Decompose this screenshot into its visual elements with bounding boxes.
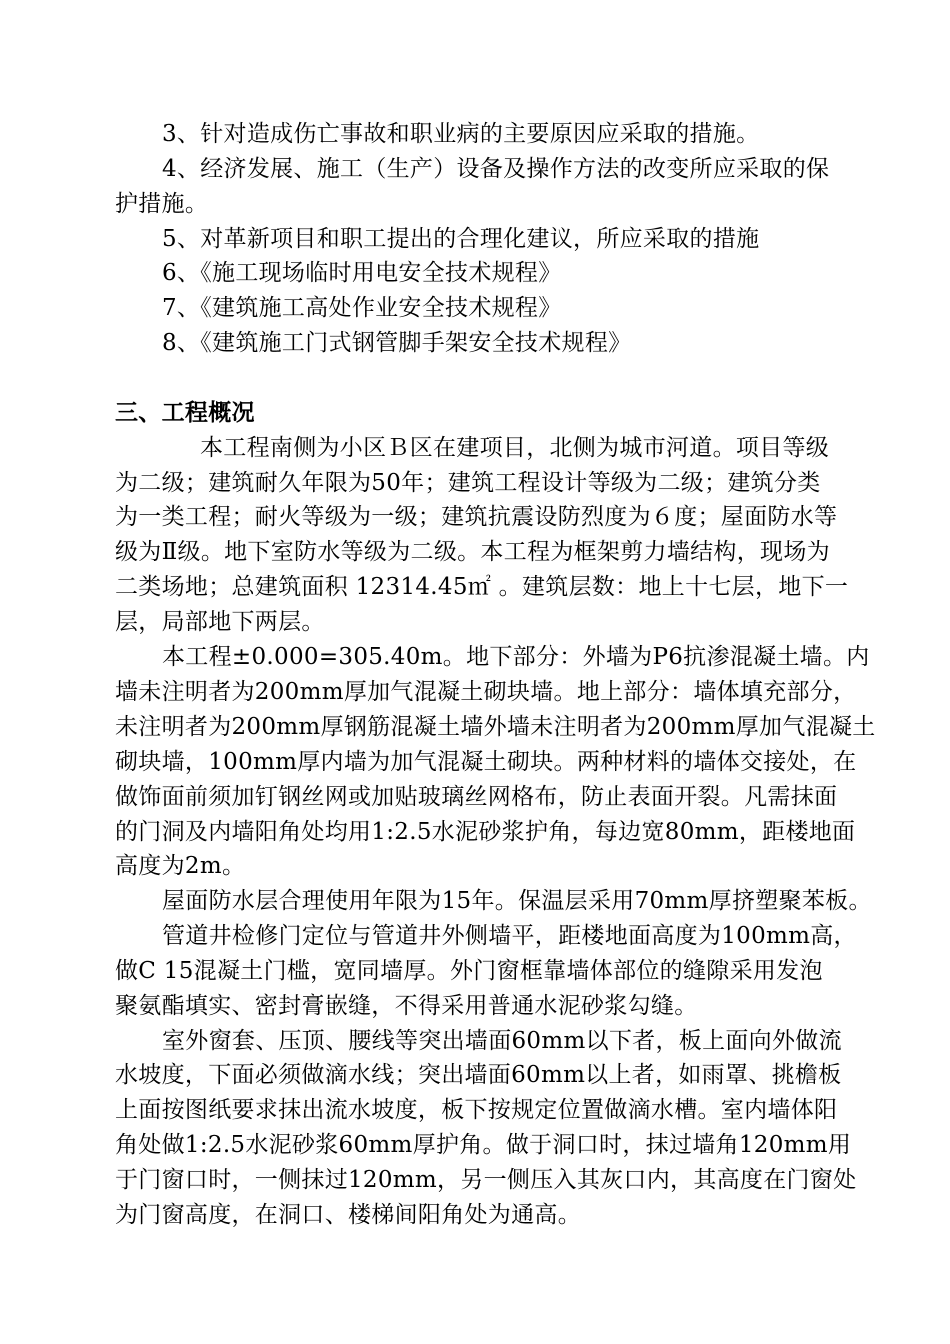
list-item-4-line-2: 护措施。 <box>115 191 209 217</box>
paragraph-2-line: 高度为2m。 <box>115 853 246 879</box>
section-title: 三、工程概况 <box>115 400 255 426</box>
paragraph-5-line: 角处做1:2.5水泥砂浆60mm厚护角。做于洞口时，抹过墙角120mm用 <box>115 1132 852 1158</box>
list-item-8: 8、《建筑施工门式钢管脚手架安全技术规程》 <box>162 330 632 356</box>
list-item-5: 5、对革新项目和职工提出的合理化建议，所应采取的措施 <box>162 226 760 252</box>
paragraph-1-line: 二类场地；总建筑面积 12314.45㎡ 。建筑层数：地上十七层，地下一 <box>115 574 849 600</box>
paragraph-4-line: 管道井检修门定位与管道井外侧墙平，距楼地面高度为100mm高， <box>162 923 857 949</box>
paragraph-2-line: 本工程±0.000=305.40m。地下部分：外墙为P6抗渗混凝土墙。内 <box>162 644 870 670</box>
list-item-7: 7、《建筑施工高处作业安全技术规程》 <box>162 295 562 321</box>
list-item-3: 3、针对造成伤亡事故和职业病的主要原因应采取的措施。 <box>162 121 760 147</box>
paragraph-1-line: 层，局部地下两层。 <box>115 609 325 635</box>
paragraph-3-line: 屋面防水层合理使用年限为15年。保温层采用70mm厚挤塑聚苯板。 <box>162 888 872 914</box>
paragraph-5-line: 室外窗套、压顶、腰线等突出墙面60mm以下者，板上面向外做流 <box>162 1028 842 1054</box>
paragraph-1-line: 为二级；建筑耐久年限为50年；建筑工程设计等级为二级；建筑分类 <box>115 470 821 496</box>
list-item-6: 6、《施工现场临时用电安全技术规程》 <box>162 260 562 286</box>
paragraph-1-line: 级为Ⅱ级。地下室防水等级为二级。本工程为框架剪力墙结构，现场为 <box>115 539 830 565</box>
list-item-4-line-1: 4、经济发展、施工（生产）设备及操作方法的改变所应采取的保 <box>162 156 830 182</box>
paragraph-4-line: 聚氨酯填实、密封膏嵌缝，不得采用普通水泥砂浆勾缝。 <box>115 993 698 1019</box>
paragraph-2-line: 做饰面前须加钉钢丝网或加贴玻璃丝网格布，防止表面开裂。凡需抹面 <box>115 784 838 810</box>
paragraph-5-line: 水坡度，下面必须做滴水线；突出墙面60mm以上者，如雨罩、挑檐板 <box>115 1062 842 1088</box>
paragraph-4-line: 做C 15混凝土门槛，宽同墙厚。外门窗框靠墙体部位的缝隙采用发泡 <box>115 958 823 984</box>
paragraph-2-line: 未注明者为200mm厚钢筋混凝土墙外墙未注明者为200mm厚加气混凝土 <box>115 714 876 740</box>
paragraph-2-line: 墙未注明者为200mm厚加气混凝土砌块墙。地上部分：墙体填充部分， <box>115 679 857 705</box>
paragraph-5-line: 上面按图纸要求抹出流水坡度，板下按规定位置做滴水槽。室内墙体阳 <box>115 1097 838 1123</box>
paragraph-1-line: 为一类工程；耐火等级为一级；建筑抗震设防烈度为６度；屋面防水等 <box>115 504 838 530</box>
paragraph-5-line: 于门窗口时，一侧抹过120mm，另一侧压入其灰口内，其高度在门窗处 <box>115 1167 857 1193</box>
paragraph-2-line: 砌块墙，100mm厚内墙为加气混凝土砌块。两种材料的墙体交接处，在 <box>115 749 857 775</box>
paragraph-2-line: 的门洞及内墙阳角处均用1:2.5水泥砂浆护角，每边宽80mm，距楼地面 <box>115 819 856 845</box>
paragraph-5-line: 为门窗高度，在洞口、楼梯间阳角处为通高。 <box>115 1202 581 1228</box>
paragraph-1-line: 本工程南侧为小区Ｂ区在建项目，北侧为城市河道。项目等级 <box>200 435 830 461</box>
